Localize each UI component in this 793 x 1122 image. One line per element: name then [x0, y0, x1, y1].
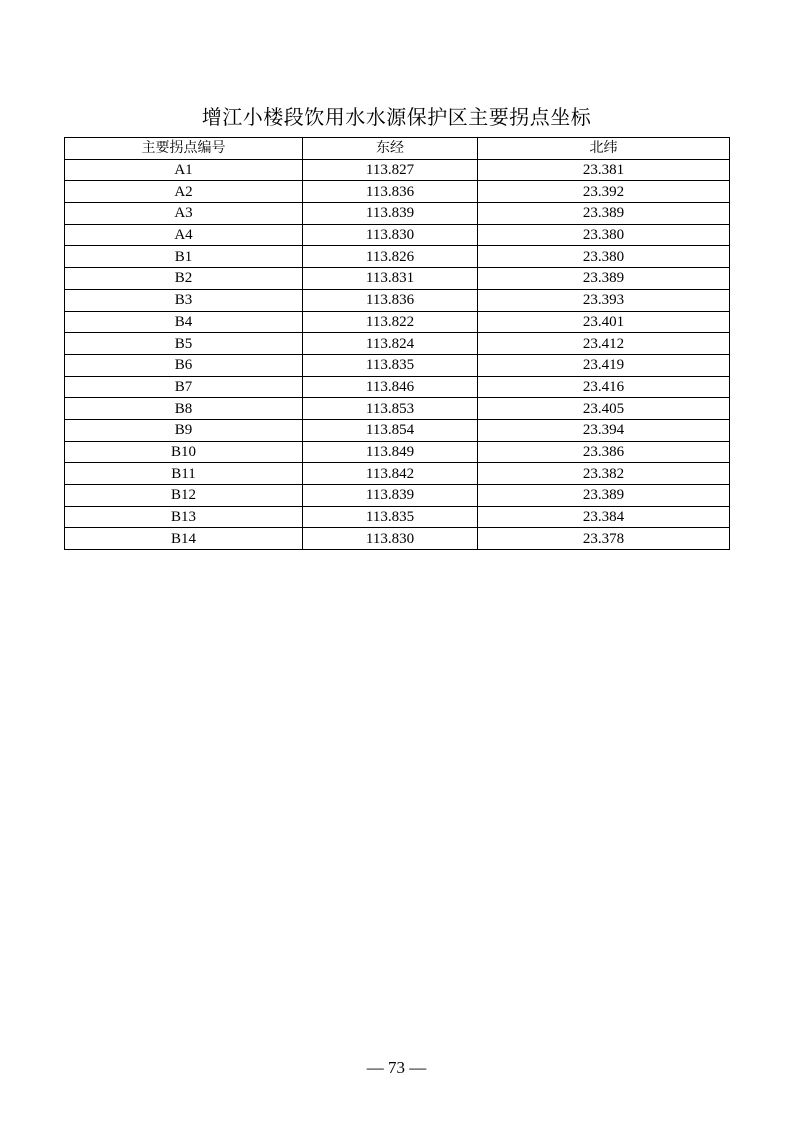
latitude-cell: 23.378 [478, 528, 730, 550]
latitude-cell: 23.401 [478, 311, 730, 333]
latitude-cell: 23.392 [478, 181, 730, 203]
point-id-cell: A4 [65, 224, 303, 246]
latitude-cell: 23.412 [478, 333, 730, 355]
point-id-cell: B14 [65, 528, 303, 550]
point-id-cell: B13 [65, 506, 303, 528]
point-id-cell: B9 [65, 419, 303, 441]
longitude-cell: 113.842 [303, 463, 478, 485]
table-row [65, 441, 730, 463]
longitude-cell: 113.831 [303, 268, 478, 290]
header-point-id: 主要拐点编号 [65, 138, 303, 160]
table-row [65, 289, 730, 311]
point-id-cell: B8 [65, 398, 303, 420]
latitude-cell: 23.389 [478, 485, 730, 507]
longitude-cell: 113.827 [303, 159, 478, 181]
point-id-cell: A3 [65, 203, 303, 225]
table-header-row [65, 138, 730, 160]
table-row [65, 354, 730, 376]
latitude-cell: 23.380 [478, 246, 730, 268]
table-row [65, 528, 730, 550]
table-row [65, 506, 730, 528]
point-id-cell: A1 [65, 159, 303, 181]
point-id-cell: B4 [65, 311, 303, 333]
point-id-cell: B12 [65, 485, 303, 507]
longitude-cell: 113.846 [303, 376, 478, 398]
longitude-cell: 113.836 [303, 289, 478, 311]
latitude-cell: 23.394 [478, 419, 730, 441]
latitude-cell: 23.389 [478, 203, 730, 225]
longitude-cell: 113.830 [303, 528, 478, 550]
table-row [65, 224, 730, 246]
latitude-cell: 23.381 [478, 159, 730, 181]
latitude-cell: 23.386 [478, 441, 730, 463]
table-row [65, 463, 730, 485]
page-number: — 73 — [366, 1058, 427, 1077]
header-latitude: 北纬 [478, 138, 730, 160]
table-row [65, 268, 730, 290]
point-id-cell: B11 [65, 463, 303, 485]
longitude-cell: 113.824 [303, 333, 478, 355]
point-id-cell: B7 [65, 376, 303, 398]
table-row [65, 485, 730, 507]
longitude-cell: 113.822 [303, 311, 478, 333]
latitude-cell: 23.382 [478, 463, 730, 485]
table-row [65, 398, 730, 420]
table-row [65, 246, 730, 268]
longitude-cell: 113.826 [303, 246, 478, 268]
table-row [65, 376, 730, 398]
latitude-cell: 23.389 [478, 268, 730, 290]
point-id-cell: A2 [65, 181, 303, 203]
point-id-cell: B10 [65, 441, 303, 463]
longitude-cell: 113.835 [303, 506, 478, 528]
longitude-cell: 113.839 [303, 203, 478, 225]
longitude-cell: 113.853 [303, 398, 478, 420]
latitude-cell: 23.416 [478, 376, 730, 398]
point-id-cell: B1 [65, 246, 303, 268]
table-row [65, 203, 730, 225]
table-row [65, 333, 730, 355]
coordinates-table [64, 137, 730, 550]
longitude-cell: 113.830 [303, 224, 478, 246]
table-body [65, 159, 730, 549]
table-row [65, 419, 730, 441]
table-row [65, 311, 730, 333]
point-id-cell: B5 [65, 333, 303, 355]
point-id-cell: B3 [65, 289, 303, 311]
page-title: 增江小楼段饮用水水源保护区主要拐点坐标 [201, 105, 592, 129]
header-longitude: 东经 [303, 138, 478, 160]
longitude-cell: 113.835 [303, 354, 478, 376]
table-row [65, 159, 730, 181]
point-id-cell: B6 [65, 354, 303, 376]
table-row [65, 181, 730, 203]
point-id-cell: B2 [65, 268, 303, 290]
longitude-cell: 113.849 [303, 441, 478, 463]
longitude-cell: 113.854 [303, 419, 478, 441]
latitude-cell: 23.393 [478, 289, 730, 311]
longitude-cell: 113.839 [303, 485, 478, 507]
longitude-cell: 113.836 [303, 181, 478, 203]
latitude-cell: 23.419 [478, 354, 730, 376]
latitude-cell: 23.380 [478, 224, 730, 246]
latitude-cell: 23.405 [478, 398, 730, 420]
latitude-cell: 23.384 [478, 506, 730, 528]
